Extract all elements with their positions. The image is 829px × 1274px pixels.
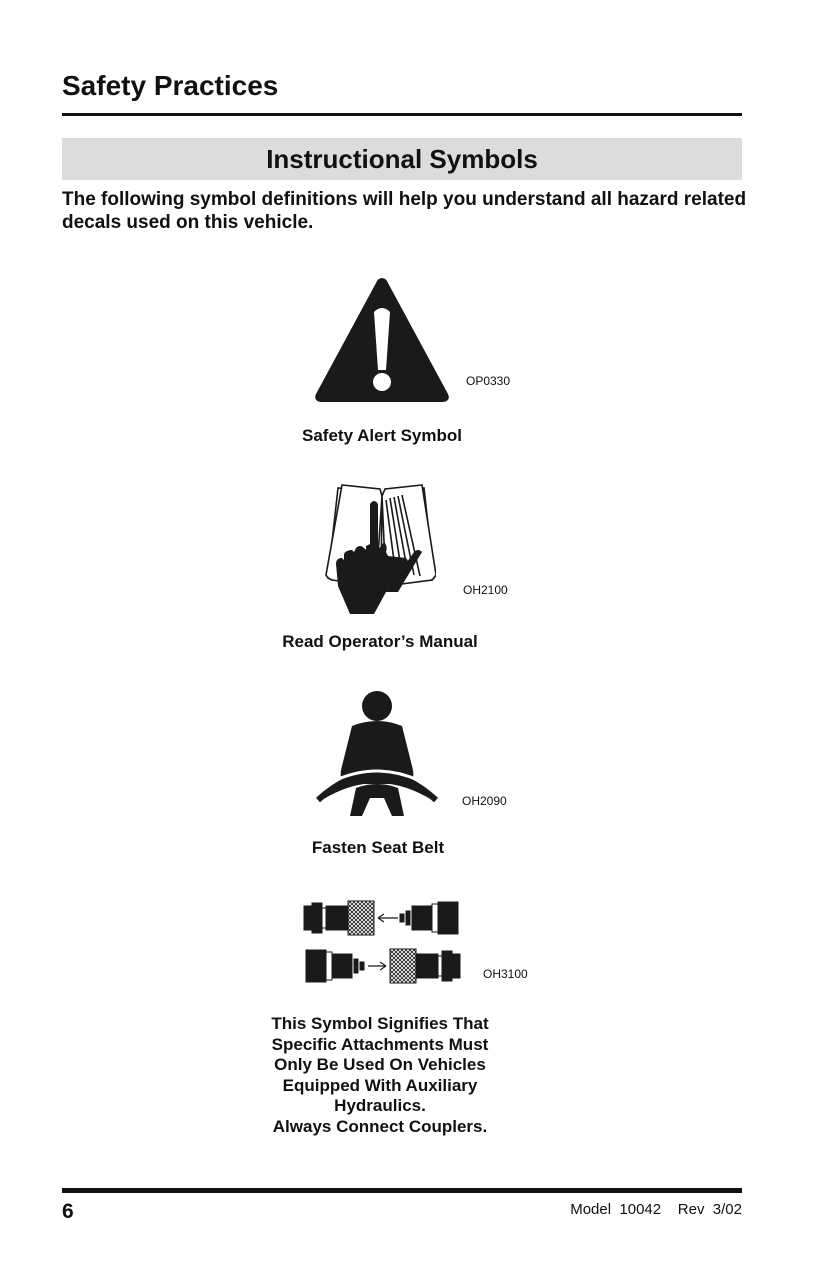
caption-safety-alert: Safety Alert Symbol xyxy=(302,426,462,445)
symbol-code-oh3100: OH3100 xyxy=(483,967,528,981)
caption-line: This Symbol Signifies That xyxy=(271,1014,489,1033)
section-heading: Instructional Symbols xyxy=(266,143,538,174)
seat-belt-icon xyxy=(316,688,438,818)
symbol-code-op0330: OP0330 xyxy=(466,374,511,388)
page-header-title: Safety Practices xyxy=(62,70,279,101)
header-divider xyxy=(62,113,742,116)
intro-paragraph: The following symbol definitions will help you understand all hazard related decals used on this vehicle. xyxy=(62,189,747,233)
caption-line: Equipped With Auxiliary xyxy=(282,1075,478,1095)
footer-model-revision: Model 10042 Rev 3/02 xyxy=(570,1201,742,1218)
caption-seat-belt: Fasten Seat Belt xyxy=(311,838,445,857)
caption-line: Hydraulics. xyxy=(334,1096,426,1115)
caption-line: Specific Attachments Must xyxy=(271,1034,489,1054)
read-manual-icon xyxy=(324,484,436,616)
symbol-code-oh2090: OH2090 xyxy=(462,794,507,808)
section-heading-band xyxy=(62,138,742,180)
caption-read-manual: Read Operator’s Manual xyxy=(282,632,478,651)
caption-line: Always Connect Couplers. xyxy=(272,1116,488,1136)
caption-hydraulic-couplers xyxy=(230,1014,530,1137)
caption-line: Only Be Used On Vehicles xyxy=(274,1055,486,1074)
safety-alert-triangle-icon xyxy=(312,274,452,406)
symbol-code-oh2100: OH2100 xyxy=(463,583,508,597)
page-number: 6 xyxy=(62,1200,74,1223)
hydraulic-coupler-icon xyxy=(302,898,462,990)
footer-divider xyxy=(62,1188,742,1193)
